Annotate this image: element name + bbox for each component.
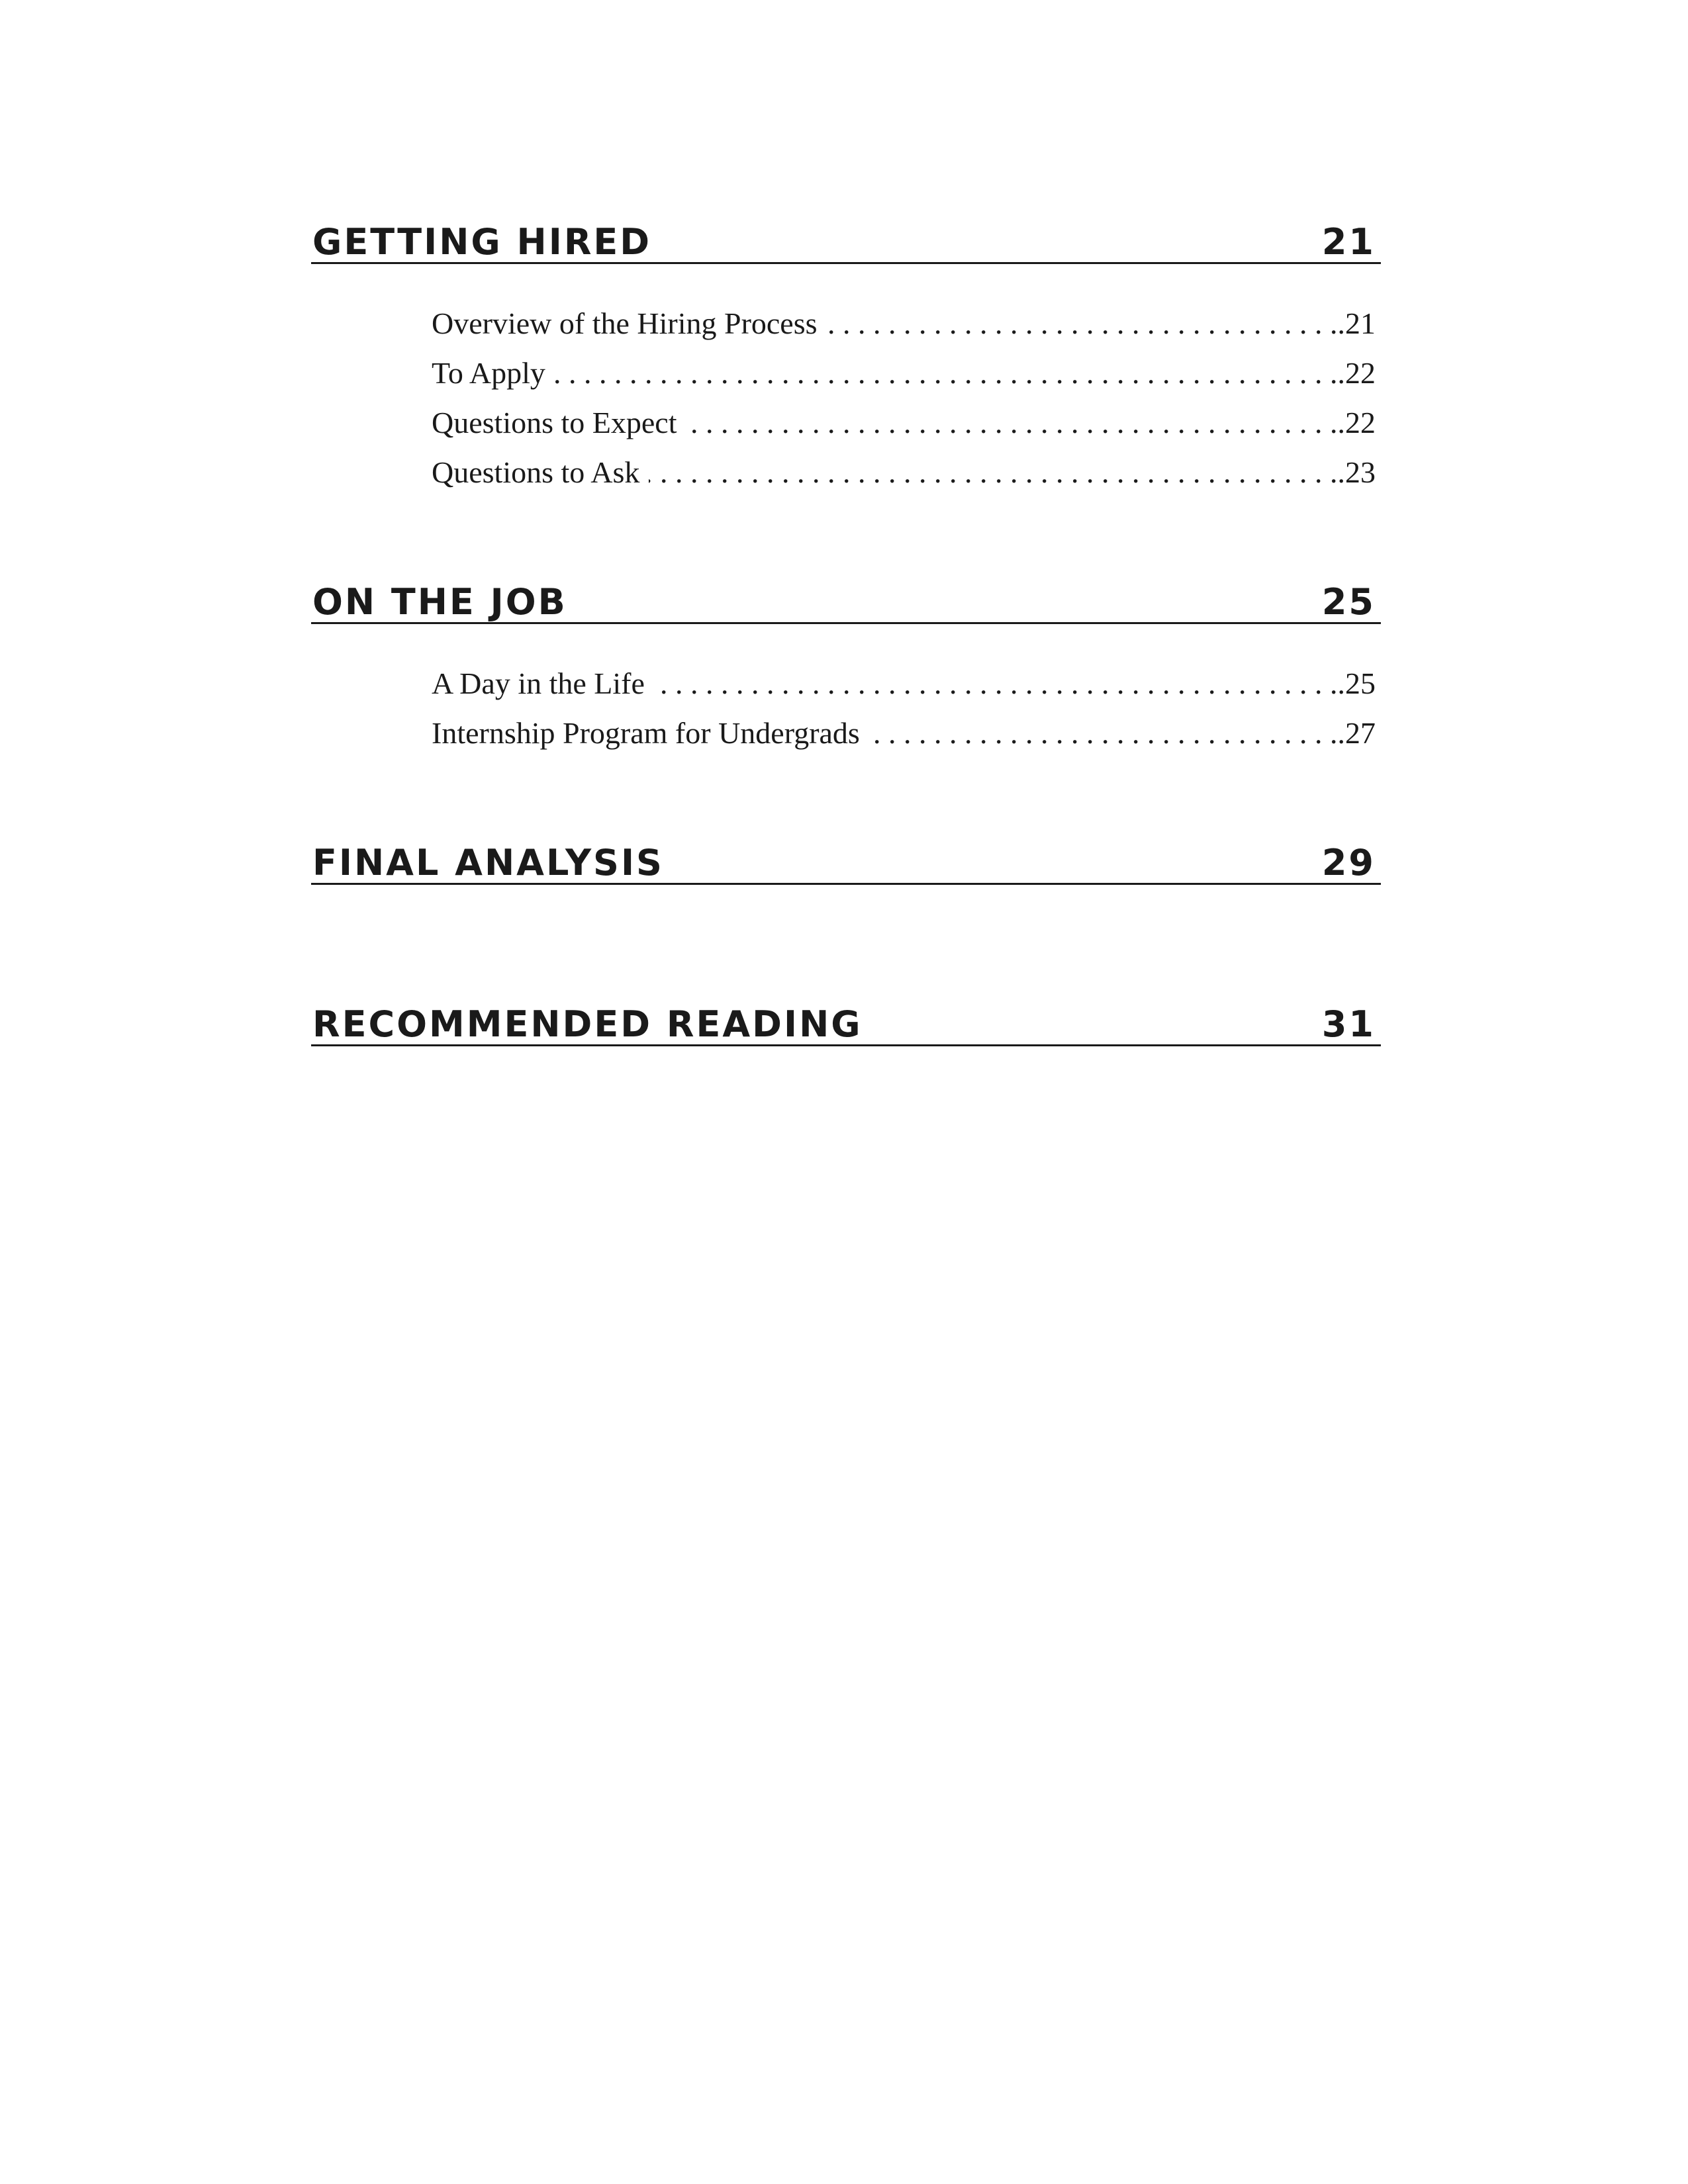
- toc-entry[interactable]: [432, 398, 1381, 447]
- entry-page-number: .21: [1337, 306, 1376, 340]
- toc-section-final-analysis: [311, 843, 1381, 885]
- entry-page-number: .22: [1337, 406, 1376, 439]
- toc-section-getting-hired: [311, 222, 1381, 497]
- section-page-number: 31: [1321, 1003, 1376, 1045]
- toc-entry[interactable]: [432, 659, 1381, 708]
- dot-leader: [827, 298, 1338, 348]
- entry-page-number: .25: [1337, 666, 1376, 700]
- dot-leader: [686, 398, 1338, 447]
- section-title[interactable]: GETTING HIRED: [312, 221, 652, 263]
- section-title[interactable]: FINAL ANALYSIS: [312, 842, 664, 884]
- section-heading: [311, 1005, 1381, 1046]
- entry-page-number: .22: [1337, 356, 1376, 390]
- toc-section-recommended-reading: [311, 1005, 1381, 1046]
- section-heading: [311, 582, 1381, 624]
- toc-entry[interactable]: [432, 348, 1381, 398]
- entry-label: Questions to Ask: [432, 455, 640, 489]
- section-title[interactable]: ON THE JOB: [312, 581, 567, 623]
- dot-leader: [555, 348, 1338, 398]
- entry-label: To Apply: [432, 356, 545, 390]
- toc-entry[interactable]: [432, 708, 1381, 758]
- section-entries: [311, 298, 1381, 497]
- entry-page-number: .27: [1337, 716, 1376, 750]
- entry-label: Internship Program for Undergrads: [432, 716, 860, 750]
- section-entries: [311, 659, 1381, 758]
- dot-leader: [869, 708, 1338, 758]
- section-heading: [311, 843, 1381, 885]
- section-page-number: 25: [1321, 581, 1376, 623]
- toc-section-on-the-job: [311, 582, 1381, 758]
- section-page-number: 21: [1321, 221, 1376, 263]
- entry-page-number: .23: [1337, 455, 1376, 489]
- entry-label: A Day in the Life: [432, 666, 645, 700]
- toc-entry[interactable]: [432, 447, 1381, 497]
- dot-leader: [654, 659, 1338, 708]
- toc-entry[interactable]: [432, 298, 1381, 348]
- section-heading: [311, 222, 1381, 264]
- entry-label: Questions to Expect: [432, 406, 677, 439]
- entry-label: Overview of the Hiring Process: [432, 306, 818, 340]
- section-page-number: 29: [1321, 842, 1376, 884]
- dot-leader: [649, 447, 1337, 497]
- section-title[interactable]: RECOMMENDED READING: [312, 1003, 863, 1045]
